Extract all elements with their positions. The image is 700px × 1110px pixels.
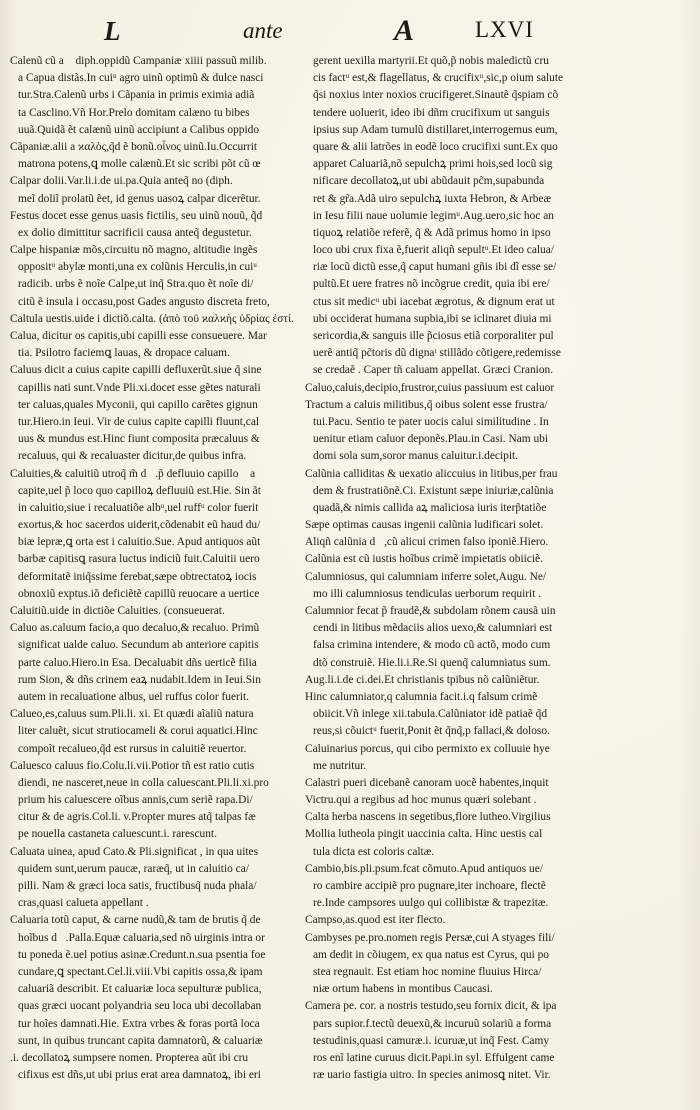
text-line: deformitatẽ iniq̃ssime ferebat,sæpe obtrectatoꝝ iocis <box>18 570 257 583</box>
text-line: Caluo as.caluum facio,a quo decaluo,& recaluo. Primũ <box>10 622 260 635</box>
text-line: Caluitiũ.uide in dictiõe Caluities. (consueuerat. <box>10 605 225 617</box>
text-line: Caluo,caluis,decipio,frustror,cuius passiuum est caluor <box>305 381 555 394</box>
text-line: Calpar dolii.Var.li.i.de ui.pa.Quia anteq̃ no (diph. <box>10 175 233 188</box>
text-line: Calũnia calliditas & uexatio aliccuius in litibus,per frau <box>305 467 558 480</box>
text-line: hoĩbus d᷑.Palla.Equæ caluaria,sed nõ uirginis intra or <box>18 931 265 944</box>
text-line: Calumnior fecat p̃ fraudẽ,& subdolam rõnem causã uin <box>305 605 556 617</box>
text-line: riæ locũ dictũ esse,q̃ caput humani gñis ibi dĩ esse se/ <box>313 261 557 274</box>
text-line: Aug.li.i.de ci.dei.Et christianis tpibus nõ calũniẽtur. <box>305 673 540 686</box>
text-line: liter caluẽt, sicut strutiocameli & corui aquatici.Hinc <box>18 725 258 738</box>
text-line: cras,quasi calueta appellant . <box>18 897 149 910</box>
text-line: Cãpaniæ.alii a ϰαλὸς,q̃d ẽ bonũ.οἶνος uinũ.Iu.Occurrit <box>10 140 258 153</box>
text-line: Hinc calumniator,q calumnia facit.i.q falsum crimẽ <box>305 690 538 703</box>
text-line: uerẽ antiq̃ pc̃toris dũ dignaᵗ stillãdo cõtigere,redemisse <box>313 347 561 360</box>
text-line: cundare,ꝗ spectant.Cel.li.viii.Vbi capitis ossa,& ipam <box>18 965 263 978</box>
text-line: Calastri pueri dicebanẽ canoram uocẽ habentes,inquit <box>305 776 549 789</box>
text-line: me nutritur. <box>313 759 367 772</box>
text-line: domi sola sum,soror manus caluitur.i.decipit. <box>313 450 519 463</box>
text-line: Caluus dicit a cuius capite capilli defluxerũt.siue q̃ sine <box>10 364 262 377</box>
text-line: Caltula uestis.uide i dictiõ.calta. (ἀπὸ τοῦ ϰαλϰὴς ὑδρίας ἐστί. <box>10 312 294 325</box>
text-line: testudinis,quasi camuræ.i. icuruæ,ut inq̃ Fest. Camy <box>313 1034 550 1047</box>
text-line: pe nouella castaneta caluescunt.i. rarescunt. <box>18 828 217 841</box>
text-line: obiicit.Vñ inlege xii.tabula.Calũniator idẽ patiaẽ q̃d <box>313 708 548 721</box>
text-line: falsa crimina intendere, & modo cũ actõ, modo cum <box>313 639 551 652</box>
text-line: cendi in litibus mẽdaciis alios uexo,& calumniari est <box>313 622 553 635</box>
text-line: Caluata uinea, apud Cato.& Pli.significat , in qua uites <box>10 845 259 858</box>
text-line: Caluities,& caluitiũ utroq̃ m̃ d᷑.p̃ defluuio capilloꝝ a <box>10 467 256 480</box>
text-line: Caluinarius porcus, qui cibo permixto ex colluuie hye <box>305 742 550 755</box>
text-line: ter caluas,quales Myconii, qui capillo carẽtes gignun <box>18 398 258 411</box>
text-line: tur hoĩes damnati.Hie. Extra vrbes & foras portã loca <box>18 1017 260 1030</box>
text-line: Cambyses pe.pro.nomen regis Persæ,cui A styages fili/ <box>305 931 555 944</box>
text-line: significat ualde caluo. Secundum ab anteriore capitis <box>18 639 259 652</box>
text-line: quas græci uocant polyandria seu loca ubi decollaban <box>18 1000 262 1013</box>
text-line: Caluaria totũ caput, & carne nudũ,& tam de brutis q̃ de <box>10 914 261 927</box>
text-line: tendere uoluerit, ideo ibi dñm crucifixum ut sanguis <box>313 106 550 119</box>
text-line: Calũnia est cũ iustis hoĩbus crimẽ impietatis obiiciẽ. <box>305 553 543 566</box>
text-line: dem & frustratiõnẽ.Ci. Existunt sæpe iniuriæ,calũnia <box>313 484 554 497</box>
text-line: sericordia,& sanguis ille p̃ciosus etiã corporaliter pul <box>313 330 554 342</box>
text-line: Aliqñ calũnia d᷑,cũ alicui crimen falso iponiẽ.Hiero. <box>305 536 549 549</box>
text-line: recaluus, qui & recaluaster dicitur,de quibus infra. <box>18 450 247 463</box>
text-line: am dedit in cõiugem, ex qua natus est Cyrus, qui po <box>313 948 549 961</box>
text-line: citũ ẽ insula i occasu,post Gades angusto discreta freto, <box>18 295 270 308</box>
text-line: reus,si cõuictᵘ fuerit,Ponit ẽt q̃nq̃,p fallaci,& doloso. <box>313 725 550 738</box>
text-line: Mollia lutheola pingit uaccinia calta. Hinc uestis cal <box>305 828 543 841</box>
text-line: uenitur etiam caluor deponẽs.Plau.in Casi. Nam ubi <box>313 433 549 446</box>
text-line: Tractum a caluis militibus,q̃ oibus solent esse frustra/ <box>305 398 548 411</box>
text-line: Cambio,bis.pli.psum.fcat cõmuto.Apud antiquos ue/ <box>305 862 543 875</box>
text-line: quidem sunt,uerum paucæ, raræq̃, ut in caluitio ca/ <box>18 862 249 875</box>
text-line: .i. decollatoꝝ sumpsere nomen. Propterea aũt ibi cru <box>10 1051 249 1064</box>
text-line: tur.Stra.Calenũ urbs i Cãpania in primis eximia adiã <box>18 89 255 102</box>
text-line: gerent uexilla martyrii.Et quõ,p̃ nobis maledictũ cru <box>313 55 549 67</box>
text-line: pars supior.f.tectũ deuexũ,& incuruũ solariũ a forma <box>313 1017 552 1030</box>
text-line: oppositᵘ abylæ monti,una ex colũnis Herculis,in cuiᵘ <box>18 261 258 274</box>
text-line: obnoxiũ exptus.iõ deficiẽtẽ capillũ reuocare a uertice <box>18 587 260 600</box>
text-line: uus & mundus est.Hinc fiunt composita præcaluus & <box>18 433 260 446</box>
text-line: diendi, ne nasceret,neue in colla caluescant.Pli.li.xi.pro <box>18 776 269 789</box>
text-line: niæ ortum habens in montibus Caucasi. <box>313 983 493 996</box>
text-line: Calta herba nascens in segetibus,flore lutheo.Virgilius <box>305 811 551 824</box>
text-line: tia. Psilotro faciemꝗ lauas, & dropace caluam. <box>18 347 230 360</box>
text-line: Victru.qui a regibus ad hoc munus quæri solebant . <box>305 794 537 807</box>
text-line: Calenũ cũ a᷑ diph.oppidũ Campaniæ xiiii passuũ milib. <box>10 55 267 67</box>
text-line: ros enĩ latine curuus dicit.Papi.in syl. Effulgent came <box>313 1051 555 1064</box>
text-line: a Capua distãs.In cuiᵘ agro uinũ optimũ & dulce nasci <box>18 72 264 85</box>
text-line: biæ lepræ,ꝗ orta est i caluitio.Sue. Apud antiquos aũt <box>18 536 261 549</box>
text-line: tui.Pacu. Sentio te pater uocis calui similitudine . In <box>313 415 549 428</box>
text-line: pilli. Nam & græci loca satis, fructibusq̃ nuda phala/ <box>18 880 257 892</box>
text-line: rum Sion, & dñs crinem eaꝝ nudabit.Idem in Ieui.Sin <box>18 673 261 686</box>
text-line: stea regnauit. Est etiam hoc nomine fluuius Hirca/ <box>313 965 542 978</box>
text-line: se credaẽ . Caper tñ caluam appellat. Græci Cranion. <box>313 364 554 377</box>
text-line: radicib. urbs ẽ noĩe Calpe,ut inq̃ Stra.quo ẽt noĩe di/ <box>18 278 254 291</box>
text-line: barbæ capitisꝗ rasura luctus indiciũ fuit.Caluitii uero <box>18 553 260 566</box>
right-text-column <box>305 53 592 1084</box>
text-line: pultũ.Et uere fratres nõ incõgrue credit, quia ibi ere/ <box>313 278 550 291</box>
header-initial-right: A <box>394 14 415 47</box>
text-line: matrona potens,ꝗ molle calænũ.Et sic scribi põt cũ œ <box>18 158 261 171</box>
running-title: ante <box>243 18 283 43</box>
text-line: in caluitio,siue i recaluatiõe albᵘ,uel ruffᵘ color fuerit <box>18 501 259 514</box>
text-line: autem in recaluatione albus, uel ruffus color fuerit. <box>18 690 249 703</box>
text-line: exortus,& hoc sacerdos uiderit,cõdenabit eũ haud du/ <box>18 519 261 532</box>
text-line: capite,uel p̃ loco quo capilloꝝ defluuiũ est.Hie. Sin ãt <box>18 484 261 497</box>
text-line: cifixus est dñs,ut ubi prius erat area damnatoꝝ, ibi eri <box>18 1069 261 1082</box>
text-line: ta Casclino.Vñ Hor.Prelo domitam calæno tu bibes <box>18 106 250 119</box>
text-line: ctus sit medicᵘ ubi iacebat ægrotus, & dignum erat ut <box>313 295 555 308</box>
text-line: sunt, in quibus truncant capita damnatorũ, & caluariæ <box>18 1034 263 1047</box>
text-line: Camera pe. cor. a nostris testudo,seu fornix dicit, & ipa <box>305 1000 557 1013</box>
text-line: Calueo,es,caluus sum.Pli.li. xi. Et quædi aĩaliũ natura <box>10 708 254 721</box>
text-line: tur.Hiero.in Ieui. Vir de cuius capite capilli fluunt,cal <box>18 415 260 428</box>
running-header <box>0 16 700 50</box>
text-line: in Iesu filii naue uolumie legimᵘ.Aug.uero,sic hoc an <box>313 209 554 222</box>
text-line: Calumniosus, qui calumniam inferre solet,Augu. Ne/ <box>305 570 547 583</box>
text-line: Calua, dicitur os capitis,ubi capilli esse consueuere. Mar <box>10 330 267 342</box>
text-line: tiquoꝝ relatiõe referẽ, q̃ & Adã primus homo in ipso <box>313 226 551 239</box>
text-line: capillis nati sunt.Vnde Pli.xi.docet esse gẽtes naturali <box>18 381 261 394</box>
text-line: meĩ doliĩ prolatũ ẽet, id genus uasoꝝ calpar dicerẽtur. <box>18 192 261 205</box>
text-line: quadã,& nimis callida aꝝ maliciosa iuris iterp̃tatiõe <box>313 501 547 514</box>
text-line: loco ubi crux fixa ẽ,fuerit aliqñ sepultᵘ.Et ideo calua/ <box>313 244 554 257</box>
text-line: prium his caluescere oĩbus annis,cum seriẽ rapa.Di/ <box>18 794 253 807</box>
text-line: quare & alii latrões in eodẽ loco crucifixi sunt.Ex quo <box>313 140 558 153</box>
text-line: ro cambire accipiẽ pro pugnare,iter inchoare, flectẽ <box>313 880 546 892</box>
text-line: Sæpe optimas causas ingenii calũnia ludificari solet. <box>305 519 544 532</box>
text-line: re.Inde campsores uulgo qui collibistæ & trapezitæ. <box>313 897 549 910</box>
text-line: tula dicta est coloris caltæ. <box>313 845 435 858</box>
folio-number: LXVI <box>475 17 534 42</box>
text-line: ret & gr̃a.Adã uiro sepulchꝝ iuxta Hebron, & Arbeæ <box>313 192 552 205</box>
text-line: ex dolio dimittitur sacrificii causa anteq̃ degustetur. <box>18 226 252 239</box>
header-initial-left: L <box>104 16 121 46</box>
text-line: mo illi calumniosus tendiculas uerborum requirit . <box>313 587 542 600</box>
text-line: cis factᵘ est,& flagellatus, & crucifixᵘ,sic,p oium salute <box>313 72 564 85</box>
text-line: Festus docet esse genus uasis fictilis, seu uinũ nouũ, q̃d <box>10 209 263 222</box>
text-line: Campso,as.quod est iter flecto. <box>305 914 446 927</box>
text-line: citur & de agris.Col.li. v.Propter mures atq̃ talpas fæ <box>18 811 256 824</box>
text-line: Calpe hispaniæ mõs,circuitu nõ magno, altitudie ingẽs <box>10 244 258 257</box>
text-line: nificare decollatoꝝ,ut ubi abũdauit pc̃m,supabunda <box>313 175 545 188</box>
text-line: q̃si noxius inter noxios crucifigeret.Sinautẽ q̃spiam cõ <box>313 89 559 102</box>
text-line: tu poneda ẽ.uel potius asinæ.Credunt.n.sua psentia foe <box>18 948 266 961</box>
text-line: ubi occiderat humana supbia,ibi se iclinaret diuia mi <box>313 312 552 325</box>
text-line: compoĩt recalueo,q̃d est rursus in caluitiẽ reuertor. <box>18 742 247 755</box>
text-line: caluariã describit. Et caluariæ loca sepulturæ publica, <box>18 983 262 996</box>
text-line: apparet Caluariã,nõ sepulchꝝ primi hois,sed locũ sig <box>313 158 553 171</box>
text-line: parte caluo.Hiero.in Esa. Decaluabit dñs uerticẽ filia <box>18 656 257 669</box>
text-line: ipsius sup Adam tumulũ distillaret,interrogemus eum, <box>313 123 558 136</box>
text-line: dtõ construiẽ. Hie.li.i.Re.Si quenq̃ calumniatus sum. <box>313 656 551 669</box>
left-text-column <box>10 53 294 1084</box>
text-line: ræ uario fastigia uitro. In species animosꝗ nitet. Vir. <box>313 1069 551 1082</box>
text-line: Caluesco caluus fio.Colu.li.vii.Potior tñ est ratio cutis <box>10 759 255 772</box>
text-line: uuã.Quidã ẽt calænũ uinũ accipiunt a Calibus oppido <box>18 123 260 136</box>
